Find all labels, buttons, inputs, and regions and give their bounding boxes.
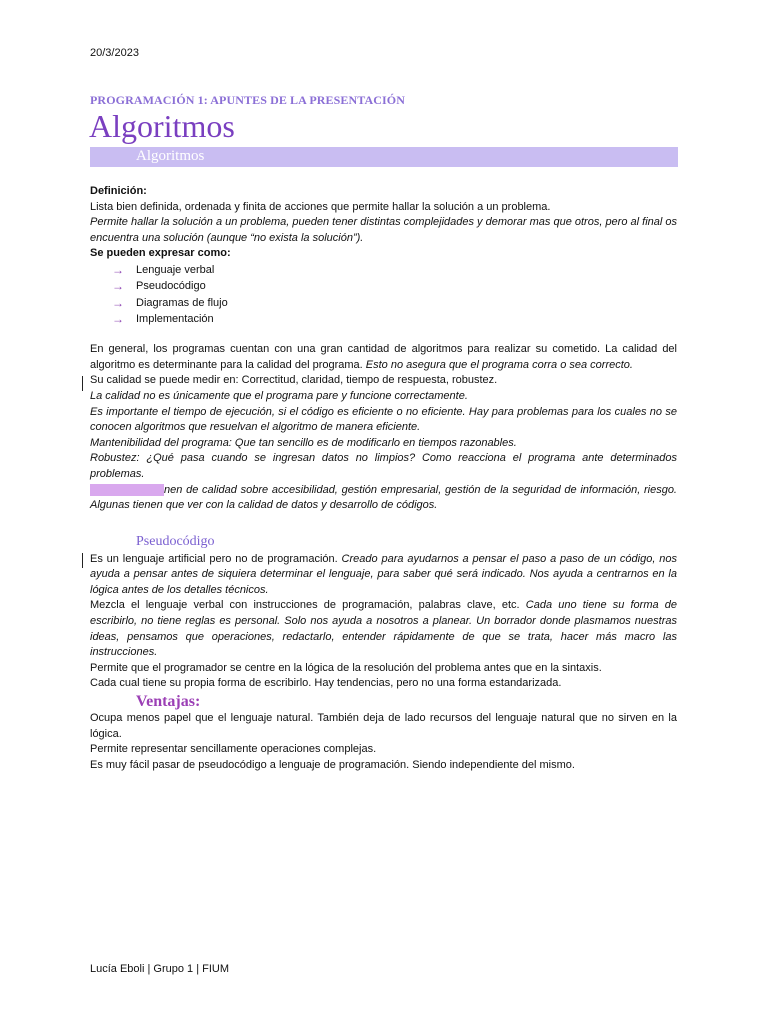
mantenibilidad: Mantenibilidad del programa: Que tan sencillo es de modificarlo en tiempos razonables. <box>90 436 517 449</box>
list-item <box>90 311 677 327</box>
arrow-icon: → <box>112 279 124 294</box>
list-item <box>90 295 677 311</box>
document-subtitle: PROGRAMACIÓN 1: APUNTES DE LA PRESENTACIÓN <box>90 93 406 107</box>
arrow-icon: → <box>112 295 124 310</box>
list-item-label: Lenguaje verbal <box>136 263 215 276</box>
document-body[interactable] <box>90 184 677 773</box>
ventajas-heading: Ventajas: <box>136 693 201 711</box>
pseudo-text: Mezcla el lenguaje verbal con instrucciones de programación, palabras clave, etc. <box>90 599 520 612</box>
header-date: 20/3/2023 <box>90 47 139 59</box>
ventajas-paragraph-2: Permite representar sencillamente operaciones complejas. <box>90 743 377 756</box>
pseudocodigo-heading: Pseudocódigo <box>136 533 215 549</box>
banner-label: Algoritmos <box>136 148 205 164</box>
pseudo-paragraph-4: Cada cual tiene su propia forma de escribirlo. Hay tendencias, pero no una forma estandarizada. <box>90 677 562 690</box>
expresar-heading: Se pueden expresar como: <box>90 247 231 260</box>
calidad-nota: La calidad no es únicamente que el programa pare y funcione correctamente. <box>90 389 468 402</box>
general-text: En general, los programas cuentan con una gran cantidad de algoritmos para realizar su cometido. La calidad del algoritmo es determinante para la calidad del programa. <box>90 343 677 371</box>
section-banner <box>90 147 678 167</box>
ventajas-paragraph-3: Es muy fácil pasar de pseudocódigo a lenguaje de programación. Siendo independiente del mismo. <box>90 758 575 771</box>
pseudo-paragraph-3: Permite que el programador se centre en la lógica de la resolución del problema antes que en la sintaxis. <box>90 661 602 674</box>
pseudo-text: Es un lenguaje artificial pero no de programación. <box>90 552 338 565</box>
general-paragraph <box>90 342 677 373</box>
expresar-list <box>90 262 677 327</box>
ventajas-paragraph-1: Ocupa menos papel que el lenguaje natural. También deja de lado recursos del lenguaje natural que no sirven en la lógica. <box>90 712 677 740</box>
pseudo-italic: Cada uno tiene su forma de escribirlo, no tiene reglas es personal. Solo nos ayuda a nosotros a planear. Un borrador donde plasmamos nuestras ideas, pensamos que operaciones, redactarlo, entender rápidamente de que se trata, hacer más macro las instrucciones. <box>90 599 677 659</box>
spacer <box>90 514 677 532</box>
spacer <box>90 327 677 342</box>
text-cursor-mark <box>82 553 83 568</box>
list-item-label: Diagramas de flujo <box>136 296 228 309</box>
list-item-label: Implementación <box>136 312 214 325</box>
footer: Lucía Eboli | Grupo 1 | FIUM <box>90 963 229 975</box>
calidad-medir: Su calidad se puede medir en: Correctitud, claridad, tiempo de respuesta, robustez. <box>90 374 498 387</box>
document-title: Algoritmos <box>89 108 235 144</box>
list-item-label: Pseudocódigo <box>136 280 206 293</box>
pseudo-paragraph-1 <box>90 552 677 599</box>
general-italic: Esto no asegura que el programa corra o sea correcto. <box>362 358 633 371</box>
text-cursor-mark <box>82 376 83 391</box>
arrow-icon: → <box>112 311 124 326</box>
definition-italic: Permite hallar la solución a un problema, pueden tener distintas complejidades y demorar mas que otros, pero al final os encuentra una solución (aunque “no exista la solución”). <box>90 216 677 244</box>
pseudo-italic: Creado para ayudarnos a pensar el paso a paso de un código, nos ayuda a pensar antes de siquiera determinar el lenguaje, para saber qué será indicado. Nos ayuda a centrarnos en la lógica antes de los detalles técnicos. <box>90 552 677 596</box>
definition-text: Lista bien definida, ordenada y finita de acciones que permite hallar la solución a un problema. <box>90 200 551 213</box>
calidad-examenes <box>90 483 677 514</box>
calidad-examenes-text: nen de calidad sobre accesibilidad, gestión empresarial, gestión de la seguridad de información, riesgo. Algunas tienen que ver con la calidad de datos y desarrollo de códigos. <box>90 483 677 512</box>
list-item <box>90 262 677 278</box>
list-item <box>90 278 677 294</box>
arrow-icon: → <box>112 262 124 277</box>
highlighted-text: Hay exámenes <box>90 483 165 496</box>
pseudo-paragraph-2 <box>90 598 677 660</box>
robustez: Robustez: ¿Qué pasa cuando se ingresan datos no limpios? Como reacciona el programa ante determinados problemas. <box>90 452 677 480</box>
definition-heading: Definición: <box>90 185 147 197</box>
tiempo-ejecucion: Es importante el tiempo de ejecución, si el código es eficiente o no eficiente. Hay para problemas para los cuales no se conocen algoritmos que resuelvan el algoritmo de manera eficiente. <box>90 405 677 434</box>
